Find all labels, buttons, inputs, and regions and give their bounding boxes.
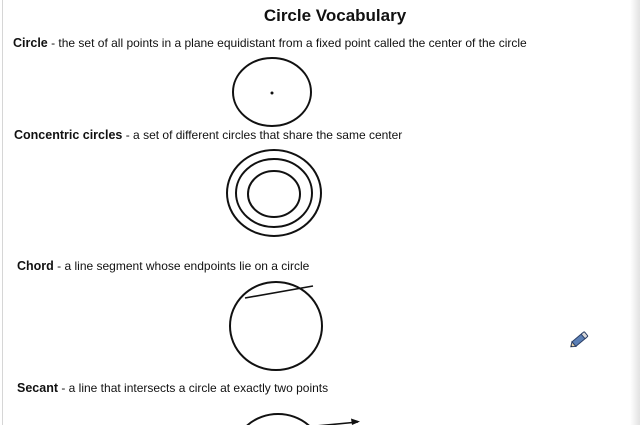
definition-chord <box>17 259 309 273</box>
outer-circle <box>227 150 321 236</box>
page-right-shadow <box>630 0 640 425</box>
definition-concentric-circles <box>14 128 402 142</box>
term-secant: Secant <box>17 381 58 395</box>
definition-text-chord: - a line segment whose endpoints lie on a circle <box>53 259 310 273</box>
chord-figure <box>224 278 328 374</box>
page-title: Circle Vocabulary <box>263 6 407 25</box>
circle-figure <box>226 56 318 128</box>
pencil-icon[interactable] <box>568 328 592 350</box>
definition-circle <box>13 36 527 50</box>
secant-figure <box>226 408 366 425</box>
chord-circle <box>230 282 322 370</box>
page-left-border <box>2 0 3 425</box>
secant-circle <box>234 414 322 425</box>
term-concentric-circles: Concentric circles <box>14 128 123 142</box>
secant-arrowhead <box>351 419 360 425</box>
term-chord: Chord <box>17 259 54 273</box>
concentric-circles-figure <box>222 148 326 238</box>
chord-segment <box>245 286 313 298</box>
inner-circle <box>248 171 300 217</box>
circle-center-point <box>271 92 274 95</box>
definition-text-concentric-circles: - a set of different circles that share the same center <box>122 128 403 142</box>
definition-text-circle: - the set of all points in a plane equidistant from a fixed point called the center of the circle <box>47 36 527 50</box>
definition-text-secant: - a line that intersects a circle at exactly two points <box>58 381 329 395</box>
term-circle: Circle <box>13 36 48 50</box>
definition-secant <box>17 381 328 395</box>
